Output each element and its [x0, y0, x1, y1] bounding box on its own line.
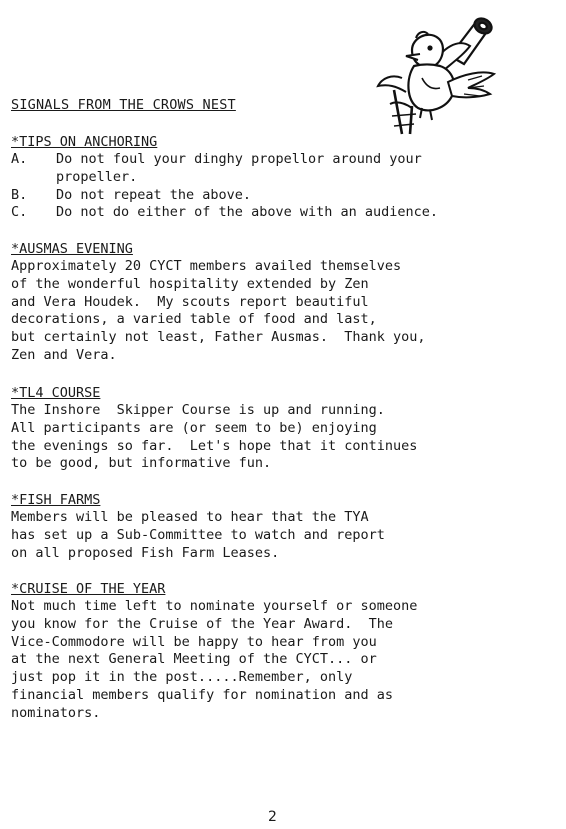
section-tips-on-anchoring: [11, 133, 561, 222]
section-heading: *AUSMAS EVENING: [11, 241, 133, 257]
crow-with-telescope-icon: [372, 8, 507, 136]
section-body: Members will be pleased to hear that the TYA has set up a Sub-Committee to watch and report on all proposed Fish Farm Leases.: [11, 509, 385, 561]
list-text: Do not do either of the above with an audience.: [56, 204, 439, 221]
section-body: The Inshore Skipper Course is up and running. All participants are (or seem to be) enjoying the evenings so far. Let's hope that it continues to be good, but informative fun.: [11, 402, 418, 472]
section-fish-farms: [11, 491, 561, 562]
list-text: Do not foul your dinghy propellor around your propeller.: [56, 151, 422, 185]
section-cruise-of-the-year: [11, 580, 561, 723]
section-heading: *CRUISE OF THE YEAR: [11, 581, 166, 597]
page-number: 2: [268, 809, 277, 825]
list-item: [11, 187, 561, 205]
section-heading: *TL4 COURSE: [11, 385, 101, 401]
list-item: [11, 204, 561, 222]
list-item: [11, 151, 561, 187]
section-heading: *FISH FARMS: [11, 492, 101, 508]
page-title: SIGNALS FROM THE CROWS NEST: [11, 97, 236, 113]
section-ausmas-evening: [11, 240, 561, 365]
section-heading: *TIPS ON ANCHORING: [11, 134, 158, 150]
list-letter: A.: [11, 151, 28, 167]
list-letter: B.: [11, 186, 28, 203]
section-body: Approximately 20 CYCT members availed themselves of the wonderful hospitality extended by Zen and Vera Houdek. My scouts report beautiful decorations, a varied table of food and last, but certainly not least, Father Ausmas. Thank you, Zen and Vera.: [11, 258, 426, 363]
section-body: Not much time left to nominate yourself or someone you know for the Cruise of the Year Award. The Vice-Commodore will be happy to hear from you at the next General Meeting of the CYCT... or just pop it in the post.....Remember, only financial members qualify for nomination and as nominators.: [11, 598, 418, 721]
list-letter: C.: [11, 204, 28, 221]
section-tl4-course: [11, 384, 561, 473]
list-text: Do not repeat the above.: [56, 186, 252, 203]
